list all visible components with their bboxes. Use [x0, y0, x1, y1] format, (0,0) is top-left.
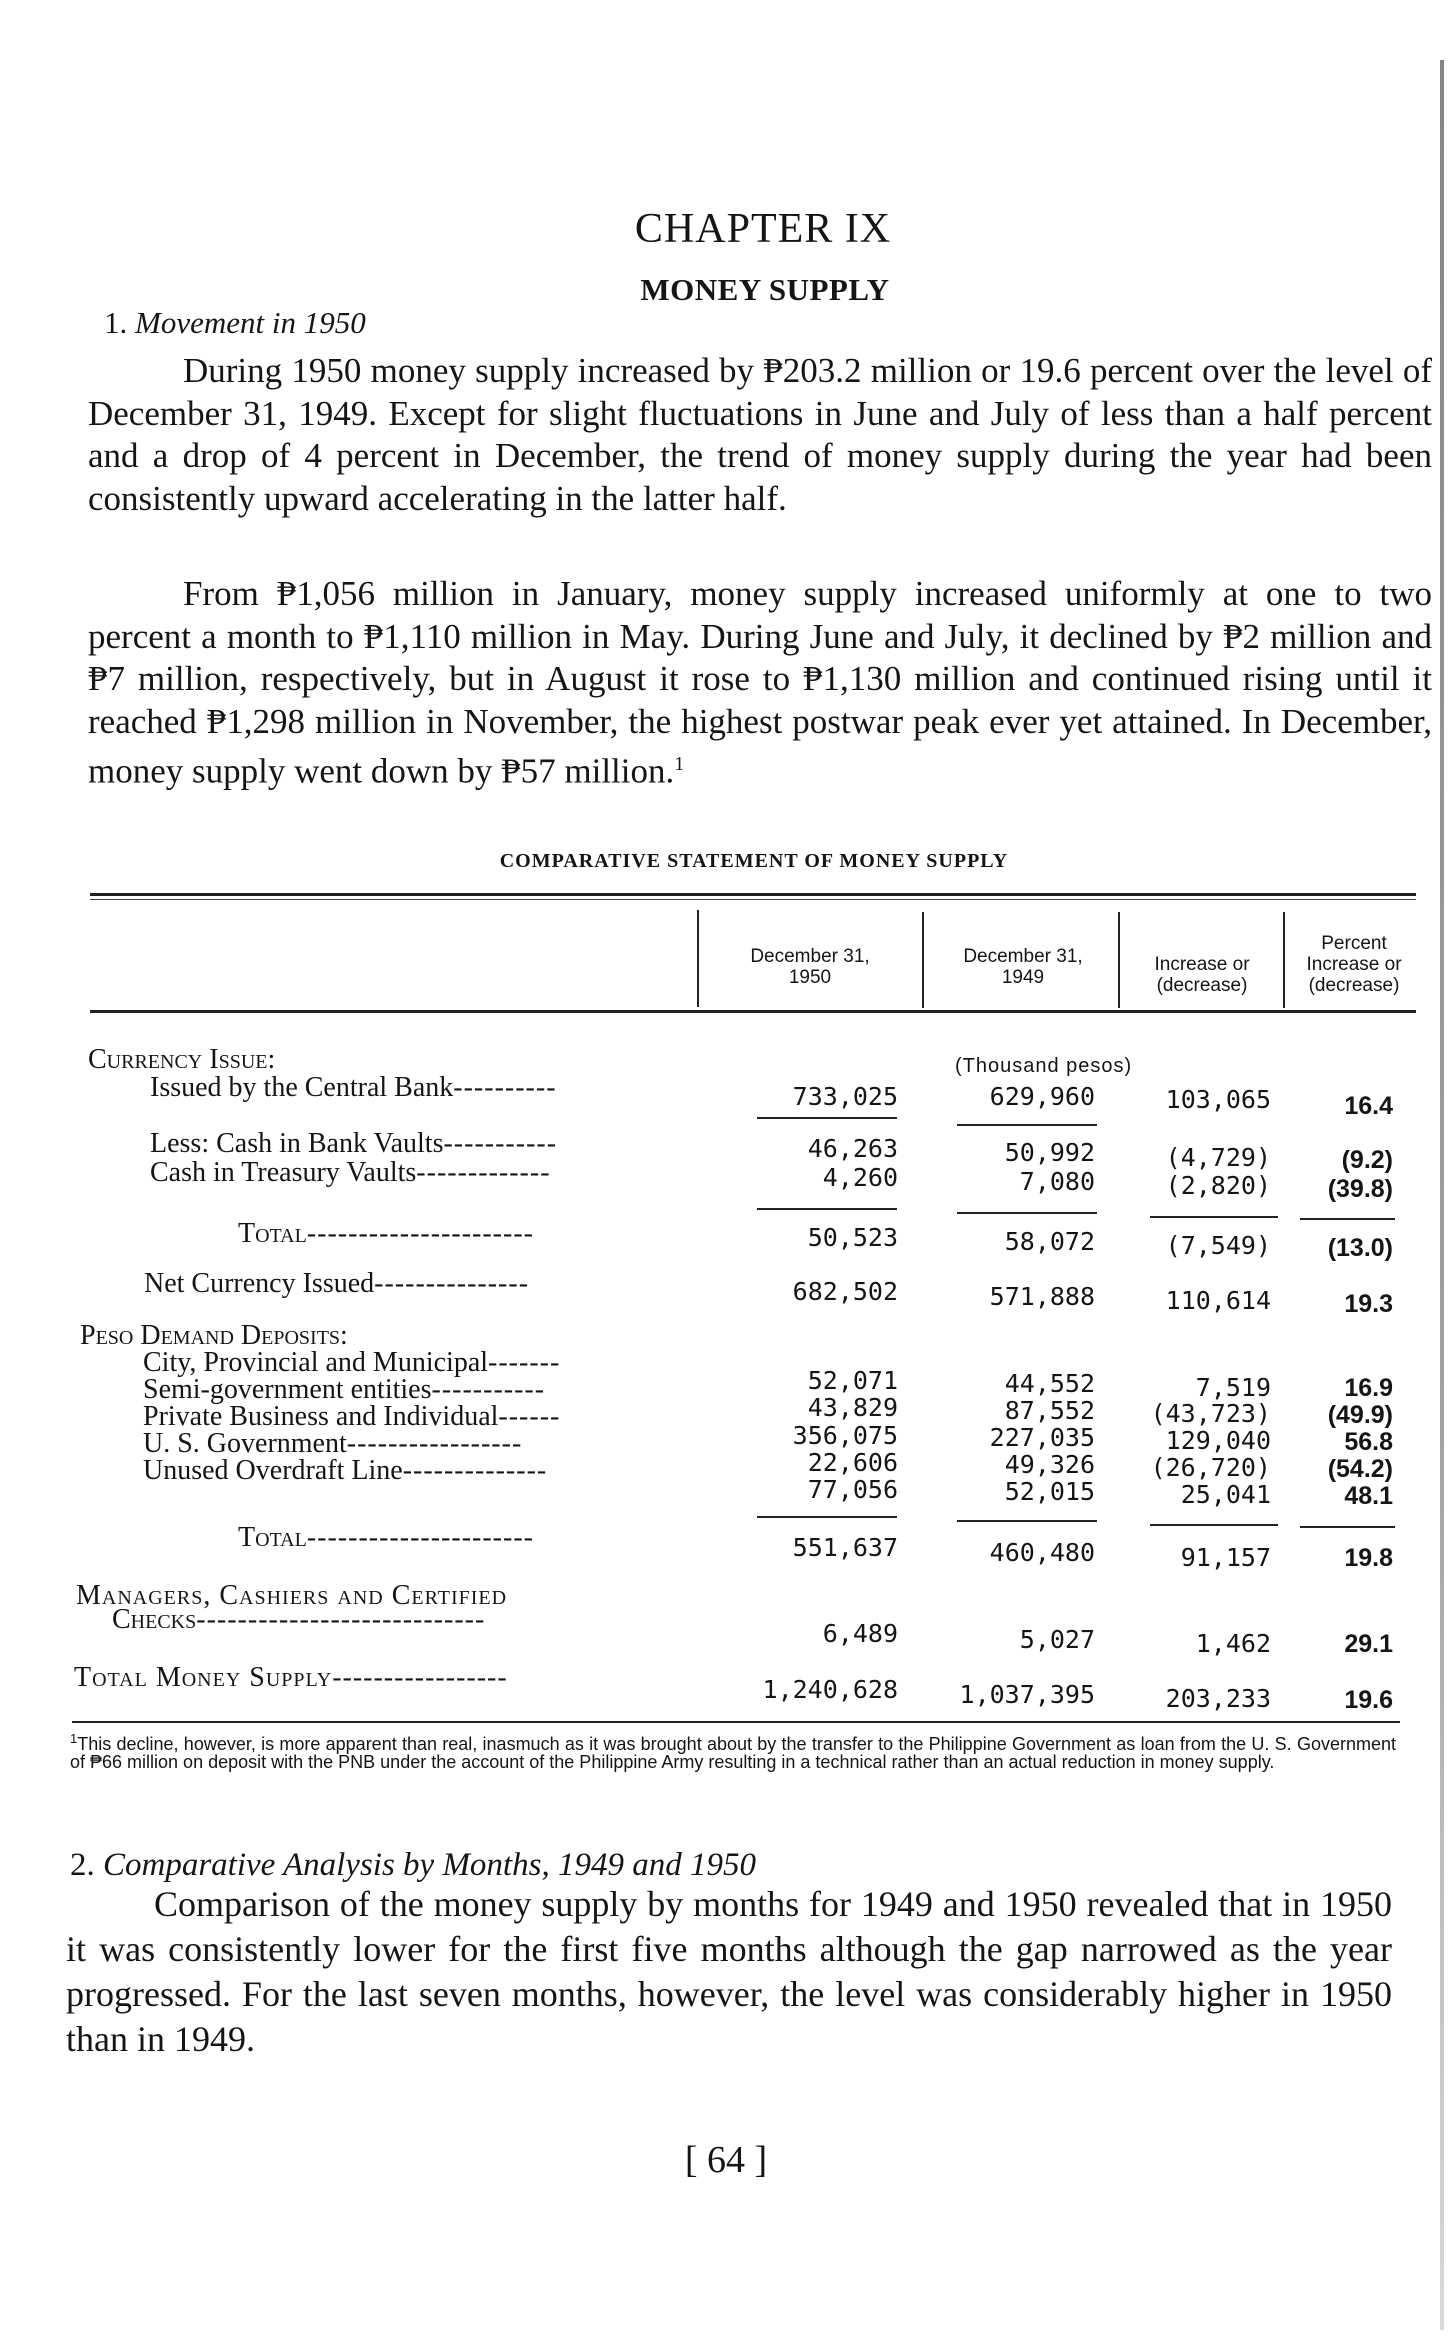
- cell-change: 25,041: [1180, 1480, 1271, 1509]
- cell-v1949: 87,552: [1004, 1396, 1095, 1425]
- row-cash-vaults-label: Less: Cash in Bank Vaults-----------: [150, 1128, 558, 1159]
- cell-pct: 19.6: [1344, 1686, 1393, 1714]
- cell-v1950: 1,240,628: [762, 1675, 898, 1704]
- cell-change: 91,157: [1180, 1543, 1271, 1572]
- paragraph-2: [88, 573, 1432, 793]
- subtotal-rule: [757, 1516, 897, 1518]
- subtotal-rule: [757, 1208, 897, 1210]
- table-bottom-rule: [72, 1721, 1400, 1723]
- section-2-number: 2.: [70, 1847, 95, 1883]
- cell-pct: 29.1: [1344, 1630, 1393, 1658]
- cell-change: 7,519: [1195, 1373, 1271, 1402]
- row-total-2-label: Total----------------------: [238, 1522, 534, 1553]
- footnote-mark: 1: [70, 1731, 78, 1746]
- chapter-title: CHAPTER IX: [634, 206, 892, 252]
- row-managers-line-2-label: Checks----------------------------: [112, 1604, 486, 1635]
- subtotal-rule: [1300, 1526, 1395, 1528]
- section-1-title: Movement in 1950: [135, 305, 366, 340]
- subtotal-rule: [1300, 1218, 1395, 1220]
- paragraph-2-text: From ₱1,056 million in January, money supply increased uniformly at one to two percent a month to ₱1,110 million in May. During June and July, it declined by ₱2 million and ₱7 million, respectively, but in August it rose to ₱1,130 million and continued rising until it reached ₱1,298 million in November, the highest postwar peak ever yet attained. In December, money supply went down by ₱57 million.: [88, 574, 1432, 791]
- row-semi-label: Semi-government entities-----------: [143, 1374, 546, 1405]
- table-top-rule-thin: [90, 899, 1416, 900]
- cell-v1950: 50,523: [807, 1223, 898, 1252]
- cell-v1950: 46,263: [807, 1134, 898, 1163]
- subtotal-rule: [957, 1212, 1097, 1214]
- footnote: [70, 1730, 1396, 1771]
- table-title: COMPARATIVE STATEMENT OF MONEY SUPPLY: [499, 850, 1009, 872]
- row-overdraft-label: Unused Overdraft Line--------------: [143, 1455, 548, 1486]
- cell-v1949: 1,037,395: [959, 1680, 1095, 1709]
- row-net-currency-label: Net Currency Issued---------------: [144, 1268, 530, 1299]
- cell-change: (7,549): [1165, 1231, 1271, 1260]
- subtotal-rule: [1150, 1216, 1278, 1218]
- cell-v1949: 460,480: [989, 1538, 1095, 1567]
- row-cash-treasury-label: Cash in Treasury Vaults-------------: [150, 1157, 551, 1188]
- cell-v1949: 52,015: [1004, 1477, 1095, 1506]
- row-managers-line-1: Managers, Cashiers and Certified: [76, 1580, 508, 1611]
- cell-pct: (54.2): [1327, 1455, 1393, 1483]
- paragraph-3-text: Comparison of the money supply by months for 1949 and 1950 revealed that in 1950 it was consistently lower for the first five months although the gap narrowed as the year progressed. For the last seven months, however, the level was considerably higher in 1950 than in 1949.: [66, 1884, 1392, 2059]
- subtotal-rule: [1150, 1524, 1278, 1526]
- page-number: [ 64 ]: [684, 2139, 768, 2181]
- subtotal-rule: [957, 1124, 1097, 1126]
- row-city-label: City, Provincial and Municipal-------: [143, 1347, 561, 1378]
- cell-change: 110,614: [1165, 1286, 1271, 1315]
- scan-edge-shadow: [1440, 60, 1444, 2330]
- section-1-heading: [104, 305, 366, 341]
- cell-change: 103,065: [1165, 1085, 1271, 1114]
- header-increase: Increase or (decrease): [1154, 954, 1250, 996]
- cell-v1949: 629,960: [989, 1082, 1095, 1111]
- table-unit-note: (Thousand pesos): [955, 1055, 1133, 1077]
- cell-v1949: 50,992: [1004, 1138, 1095, 1167]
- cell-v1950: 551,637: [792, 1533, 898, 1562]
- table-col-divider-2: [922, 912, 924, 1008]
- cell-v1950: 356,075: [792, 1421, 898, 1450]
- header-dec-1949: December 31, 1949: [963, 946, 1083, 988]
- cell-change: (2,820): [1165, 1171, 1271, 1200]
- cell-pct: (39.8): [1327, 1175, 1393, 1203]
- table-header-rule: [90, 1010, 1416, 1013]
- paragraph-1: [88, 350, 1432, 520]
- cell-change: 203,233: [1165, 1684, 1271, 1713]
- row-currency-issue: Currency Issue:: [88, 1044, 276, 1075]
- cell-change: 1,462: [1195, 1629, 1271, 1658]
- cell-v1950: 22,606: [807, 1448, 898, 1477]
- header-dec-1950: December 31, 1950: [750, 946, 870, 988]
- cell-change: 129,040: [1165, 1426, 1271, 1455]
- cell-pct: (49.9): [1327, 1401, 1393, 1429]
- cell-v1949: 571,888: [989, 1282, 1095, 1311]
- subtotal-rule: [757, 1117, 897, 1119]
- cell-change: (43,723): [1150, 1399, 1271, 1428]
- section-2-title: Comparative Analysis by Months, 1949 and 1950: [103, 1847, 756, 1883]
- cell-v1950: 4,260: [822, 1163, 898, 1192]
- subtotal-rule: [957, 1520, 1097, 1522]
- cell-v1949: 49,326: [1004, 1450, 1095, 1479]
- cell-v1949: 58,072: [1004, 1227, 1095, 1256]
- footnote-reference: 1: [674, 753, 685, 775]
- cell-pct: 16.4: [1344, 1092, 1393, 1120]
- table-col-divider-1: [697, 910, 699, 1007]
- row-total-1-label: Total----------------------: [238, 1218, 534, 1249]
- cell-pct: 56.8: [1344, 1428, 1393, 1456]
- cell-pct: 19.8: [1344, 1544, 1393, 1572]
- cell-v1950: 6,489: [822, 1619, 898, 1648]
- paragraph-3: [66, 1882, 1392, 2062]
- cell-v1950: 682,502: [792, 1277, 898, 1306]
- row-usgov-label: U. S. Government-----------------: [143, 1428, 523, 1459]
- row-private-label: Private Business and Individual------: [143, 1401, 561, 1432]
- footnote-text: This decline, however, is more apparent than real, inasmuch as it was brought about by the transfer to the Philippine Government as loan from the U. S. Government of ₱66 million on deposit with the PNB under the account of the Philippine Army resulting in a technical rather than an actual reduction in money supply.: [70, 1734, 1396, 1772]
- cell-v1949: 5,027: [1019, 1625, 1095, 1654]
- cell-change: (4,729): [1165, 1143, 1271, 1172]
- cell-v1950: 733,025: [792, 1082, 898, 1111]
- cell-v1950: 43,829: [807, 1393, 898, 1422]
- row-peso-demand-deposits: Peso Demand Deposits:: [80, 1320, 348, 1351]
- paragraph-1-text: During 1950 money supply increased by ₱203.2 million or 19.6 percent over the level of December 31, 1949. Except for slight fluctuations in June and July of less than a half percent and a drop of 4 percent in December, the trend of money supply during the year had been consistently upward accelerating in the latter half.: [88, 351, 1432, 518]
- cell-pct: 48.1: [1344, 1482, 1393, 1510]
- cell-v1949: 227,035: [989, 1423, 1095, 1452]
- header-percent: Percent Increase or (decrease): [1306, 933, 1402, 996]
- cell-pct: 16.9: [1344, 1374, 1393, 1402]
- row-issued-cb-label: Issued by the Central Bank----------: [150, 1072, 557, 1103]
- cell-pct: 19.3: [1344, 1290, 1393, 1318]
- table-top-rule: [90, 893, 1416, 896]
- cell-pct: (13.0): [1327, 1234, 1393, 1262]
- chapter-subtitle: MONEY SUPPLY: [640, 272, 890, 307]
- cell-change: (26,720): [1150, 1453, 1271, 1482]
- cell-v1949: 44,552: [1004, 1369, 1095, 1398]
- cell-pct: (9.2): [1341, 1146, 1393, 1174]
- cell-v1950: 52,071: [807, 1366, 898, 1395]
- section-1-number: 1.: [104, 305, 128, 340]
- cell-v1949: 7,080: [1019, 1167, 1095, 1196]
- row-total-money-supply-label: Total Money Supply-----------------: [74, 1662, 508, 1693]
- section-2-heading: [70, 1847, 756, 1884]
- cell-v1950: 77,056: [807, 1475, 898, 1504]
